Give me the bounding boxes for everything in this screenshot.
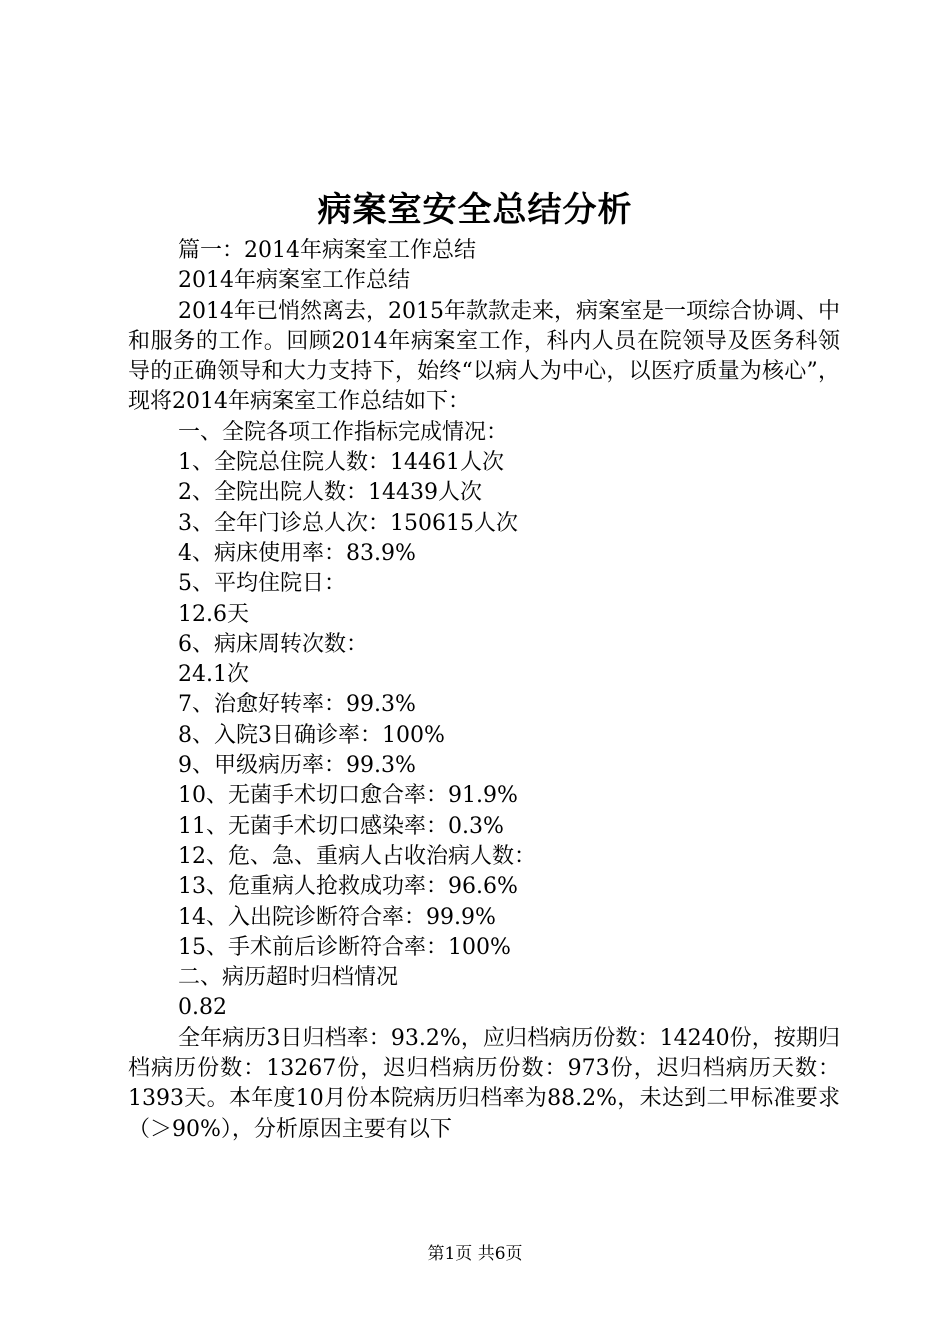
indicator-line: 12、危、急、重病人占收治病人数： <box>178 843 536 869</box>
indicator-line: 14、入出院诊断符合率：99.9% <box>178 904 496 930</box>
indicator-line: 15、手术前后诊断符合率：100% <box>178 934 511 960</box>
indicator-line: 10、无菌手术切口愈合率：91.9% <box>178 783 518 809</box>
indicator-line: 24.1次 <box>178 662 249 688</box>
indicator-line: 11、无菌手术切口感染率：0.3% <box>178 813 504 839</box>
indicator-line: 9、甲级病历率：99.3% <box>178 753 416 779</box>
indicator-line: 13、危重病人抢救成功率：96.6% <box>178 874 518 900</box>
indicator-line: 12.6天 <box>178 601 249 627</box>
indicator-line: 8、入院3日确诊率：100% <box>178 722 445 748</box>
section-heading: 篇一：2014年病案室工作总结 <box>178 238 476 263</box>
indicator-line: 3、全年门诊总人次：150615人次 <box>178 510 518 536</box>
subheading: 2014年病案室工作总结 <box>178 268 410 294</box>
document-title: 病案室安全总结分析 <box>317 190 633 230</box>
part1-heading: 一、全院各项工作指标完成情况： <box>178 419 509 445</box>
part2-heading: 二、病历超时归档情况 <box>178 965 399 991</box>
indicator-line: 1、全院总住院人数：14461人次 <box>178 450 504 476</box>
indicator-line: 6、病床周转次数： <box>178 631 368 657</box>
page-footer: 第1页 共6页 <box>427 1244 523 1264</box>
intro-paragraph: 2014年已悄然离去，2015年款款走来，病案室是一项综合协调、中和服务的工作。回顾2014年病案室工作，科内人员在院领导及医务科领导的正确领导和大力支持下，始终“以病人为中心，以医疗质量为核心”，现将2014年病案室工作总结如下： <box>128 298 840 415</box>
part2-paragraph: 全年病历3日归档率：93.2%，应归档病历份数：14240份，按期归档病历份数：13267份，迟归档病历份数：973份，迟归档病历天数：1393天。本年度10月份本院病历归档率为88.2%，未达到二甲标准要求（＞90%），分析原因主要有以下 <box>128 1025 840 1142</box>
document-body <box>128 236 840 1145</box>
part2-value: 0.82 <box>178 995 227 1021</box>
indicator-line: 2、全院出院人数：14439人次 <box>178 480 482 506</box>
indicator-line: 7、治愈好转率：99.3% <box>178 692 416 718</box>
indicator-line: 4、病床使用率：83.9% <box>178 540 416 566</box>
indicator-line: 5、平均住院日： <box>178 571 346 597</box>
